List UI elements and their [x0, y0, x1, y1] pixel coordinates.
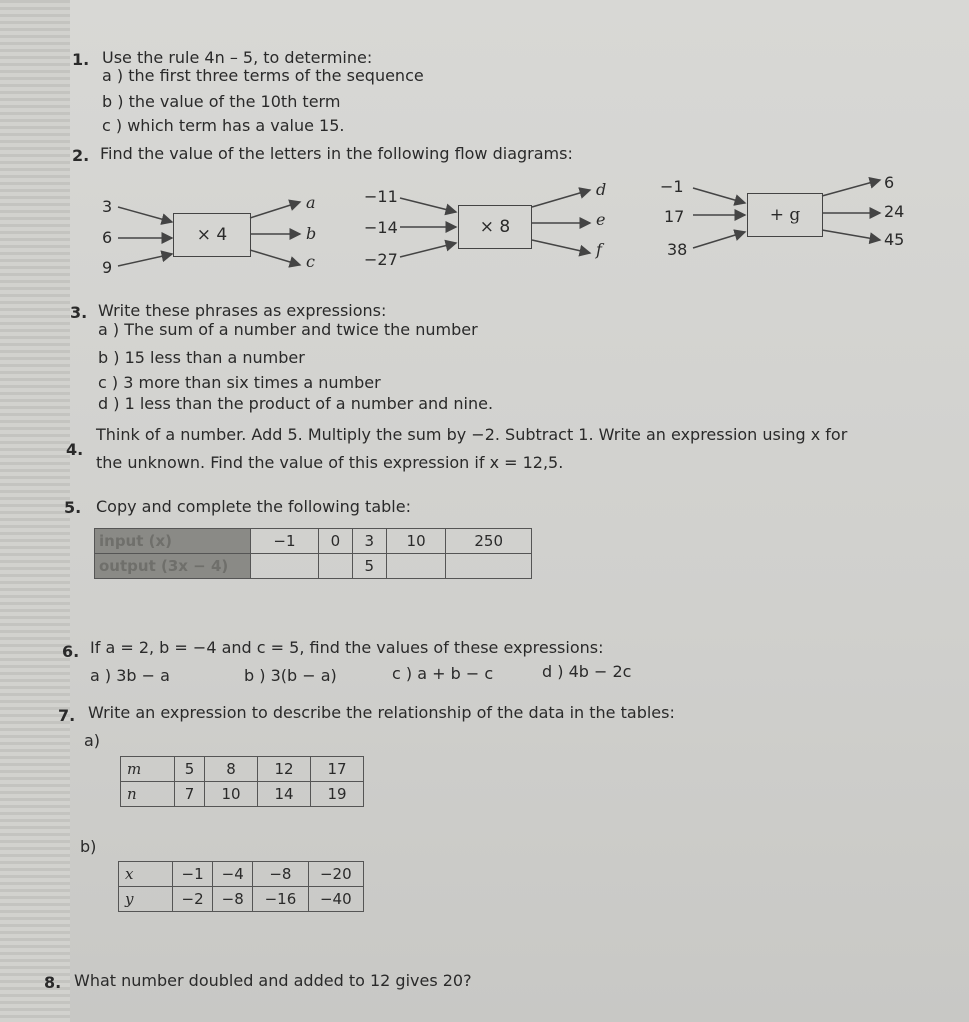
q1-number: 1. [72, 50, 90, 69]
q4-line2: the unknown. Find the value of this expression if x = 12,5. [96, 453, 564, 472]
q8-number: 8. [44, 973, 62, 992]
d3-input: 38 [667, 240, 688, 259]
table-row: m 5 8 12 17 [121, 757, 364, 782]
q6-b: b ) 3(b − a) [244, 666, 337, 685]
q7-number: 7. [58, 706, 76, 725]
q8-text: What number doubled and added to 12 gives 20? [74, 971, 472, 990]
d3-output: 6 [884, 173, 895, 192]
q7-b-label: b) [80, 837, 97, 856]
q3-c: c ) 3 more than six times a number [98, 373, 381, 392]
d1-output: c [306, 252, 315, 271]
d2-output: e [596, 210, 606, 229]
table-row: n 7 10 14 19 [121, 782, 364, 807]
table-row: y −2 −8 −16 −40 [119, 887, 364, 912]
q1-b: b ) the value of the 10th term [102, 92, 341, 111]
q2-text: Find the value of the letters in the following flow diagrams: [100, 144, 573, 163]
flow-box-times-8: × 8 [458, 205, 532, 249]
d1-output: b [306, 224, 317, 243]
q1-a: a ) the first three terms of the sequence [102, 66, 424, 85]
d1-input: 3 [102, 197, 113, 216]
q7-table-a [120, 756, 364, 807]
q6-a: a ) 3b − a [90, 666, 170, 685]
q4-number: 4. [66, 440, 84, 459]
d3-output: 24 [884, 202, 905, 221]
d1-input: 6 [102, 228, 113, 247]
d1-input: 9 [102, 258, 113, 277]
d3-output: 45 [884, 230, 905, 249]
flow-box-times-4: × 4 [173, 213, 251, 257]
d2-input: −11 [364, 187, 398, 206]
q6-number: 6. [62, 642, 80, 661]
q1-c: c ) which term has a value 15. [102, 116, 345, 135]
q2-number: 2. [72, 146, 90, 165]
q3-b: b ) 15 less than a number [98, 348, 305, 367]
q1-text: Use the rule 4n – 5, to determine: [102, 48, 373, 67]
q3-d: d ) 1 less than the product of a number and nine. [98, 394, 494, 413]
q7-a-label: a) [84, 731, 101, 750]
q5-text: Copy and complete the following table: [96, 497, 411, 516]
d2-output: d [596, 180, 607, 199]
q3-text: Write these phrases as expressions: [98, 301, 387, 320]
q6-text: If a = 2, b = −4 and c = 5, find the values of these expressions: [90, 638, 604, 657]
q3-a: a ) The sum of a number and twice the number [98, 320, 478, 339]
q5-table [94, 528, 532, 579]
q7-table-b [118, 861, 364, 912]
d3-input: −1 [660, 177, 684, 196]
q7-text: Write an expression to describe the relationship of the data in the tables: [88, 703, 675, 722]
flow-box-plus-g: + g [747, 193, 823, 237]
q3-number: 3. [70, 303, 88, 322]
table-row: input (x) −1 0 3 10 250 [95, 529, 532, 554]
d3-input: 17 [664, 207, 685, 226]
q4-line1: Think of a number. Add 5. Multiply the sum by −2. Subtract 1. Write an expression using x for [96, 425, 848, 444]
q6-d: d ) 4b − 2c [542, 662, 632, 681]
q6-c: c ) a + b − c [392, 664, 494, 683]
table-row: x −1 −4 −8 −20 [119, 862, 364, 887]
d1-output: a [306, 193, 316, 212]
table-row: output (3x − 4) 5 [95, 554, 532, 579]
d2-output: f [596, 240, 602, 259]
d2-input: −27 [364, 250, 398, 269]
q5-number: 5. [64, 498, 82, 517]
d2-input: −14 [364, 218, 398, 237]
